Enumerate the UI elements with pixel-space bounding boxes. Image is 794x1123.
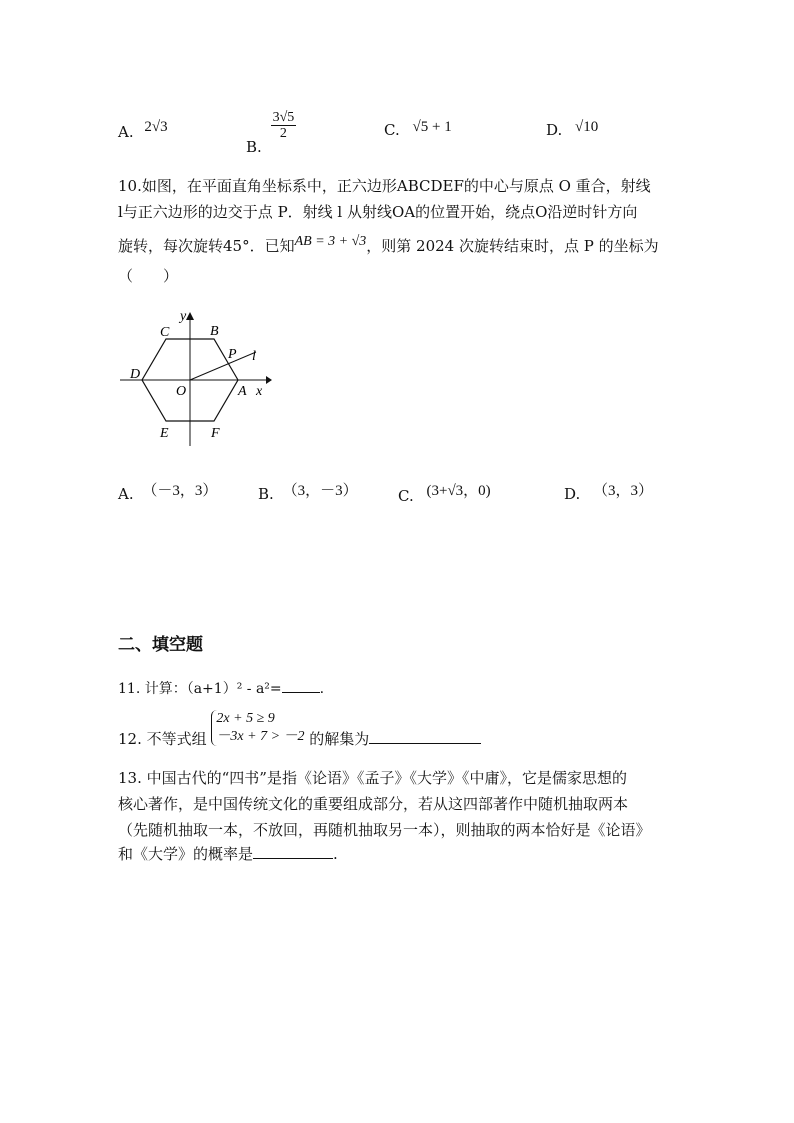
- q10-line-2: l与正六边形的边交于点 P．射线 l 从射线OA的位置开始，绕点O沿逆时针方向: [118, 203, 638, 221]
- q10-option-b: [258, 484, 358, 505]
- q9-option-d-label: D.: [546, 121, 563, 139]
- q13-line-3: （先随机抽取一本，不放回，再随机抽取另一本），则抽取的两本恰好是《论语》: [118, 821, 651, 839]
- label-l: l: [252, 349, 256, 364]
- label-a: A: [238, 384, 247, 399]
- y-axis-arrow: [186, 312, 194, 320]
- q9-option-c: [384, 120, 452, 141]
- q10-option-c-label: C.: [398, 487, 414, 505]
- q9-option-b-denominator: 2: [279, 126, 287, 141]
- q10-line-3-text-a: 旋转，每次旋转45°．已知: [118, 237, 295, 255]
- q13-line-2: 核心著作，是中国传统文化的重要组成部分，若从这四部著作中随机抽取两本: [118, 795, 629, 813]
- q11-text: 11. 计算：（a+1）² - a²=: [118, 681, 282, 697]
- q11: [118, 678, 324, 699]
- label-e: E: [160, 426, 169, 441]
- label-p: P: [228, 347, 237, 362]
- label-d: D: [130, 367, 141, 382]
- q10-option-c-value: (3+√3，0): [426, 483, 491, 499]
- q10-option-a-value: （－3，3）: [142, 483, 218, 499]
- q10-line-3: [118, 236, 659, 258]
- q10-hexagon-figure: [118, 306, 278, 448]
- label-f: F: [211, 426, 220, 441]
- q12: [118, 710, 481, 746]
- q10-option-a-label: A.: [118, 485, 134, 503]
- q10-option-d-label: D.: [564, 485, 581, 503]
- q9-option-b-label: B.: [246, 137, 262, 156]
- q12-inequality-2: －3x + 7 > －2: [216, 729, 305, 744]
- q13-line-4: [118, 844, 338, 864]
- q9-option-a-value: 2√3: [144, 119, 168, 135]
- q13-period: .: [333, 845, 338, 863]
- label-b: B: [210, 324, 219, 339]
- q10-option-d: [564, 484, 653, 505]
- q9-option-a-label: A.: [118, 123, 134, 141]
- q9-option-d-value: √10: [575, 119, 599, 135]
- q9-option-c-label: C.: [384, 121, 400, 139]
- q9-option-b-numerator: 3√5: [272, 110, 295, 125]
- label-y: y: [180, 309, 187, 324]
- q12-inequality-1: 2x + 5 ≥ 9: [216, 711, 275, 726]
- label-o: O: [176, 384, 187, 399]
- label-x: x: [256, 384, 263, 399]
- q12-suffix: 的解集为: [309, 730, 370, 748]
- q10-option-d-value: （3，3）: [593, 483, 654, 499]
- q10-line-1: 10.如图，在平面直角坐标系中，正六边形ABCDEF的中心与原点 O 重合，射线: [118, 177, 651, 195]
- q10-option-b-value: （3，－3）: [282, 483, 358, 499]
- q13-answer-blank[interactable]: [253, 844, 333, 859]
- q10-line-4: （ ）: [118, 267, 179, 285]
- q10-option-b-label: B.: [258, 485, 274, 503]
- q10-line-3-text-b: ，则第 2024 次旋转结束时，点 P 的坐标为: [366, 237, 659, 255]
- q13-line-4-text: 和《大学》的概率是: [118, 845, 254, 863]
- q12-answer-blank[interactable]: [369, 729, 481, 744]
- q10-option-a: [118, 484, 217, 505]
- q12-prefix: 12. 不等式组: [118, 730, 207, 748]
- q13-line-1: 13. 中国古代的“四书”是指《论语》《孟子》《大学》《中庸》，它是儒家思想的: [118, 769, 627, 787]
- q9-option-c-value: √5 + 1: [412, 119, 452, 135]
- q9-option-b-fraction: [271, 110, 297, 141]
- q9-option-a: [118, 119, 168, 143]
- q11-period: .: [319, 681, 325, 697]
- q9-option-b: [246, 110, 296, 156]
- ray-l: [190, 352, 256, 380]
- x-axis-arrow: [266, 376, 272, 384]
- q9-option-d: [546, 120, 598, 141]
- q10-ab-value: AB = 3 + √3: [294, 234, 367, 249]
- q11-answer-blank[interactable]: [282, 678, 320, 693]
- q10-option-c: [398, 483, 491, 507]
- section-title-fill-in: 二、填空题: [118, 635, 203, 655]
- q12-inequality-system: [211, 710, 304, 746]
- label-c: C: [160, 325, 170, 340]
